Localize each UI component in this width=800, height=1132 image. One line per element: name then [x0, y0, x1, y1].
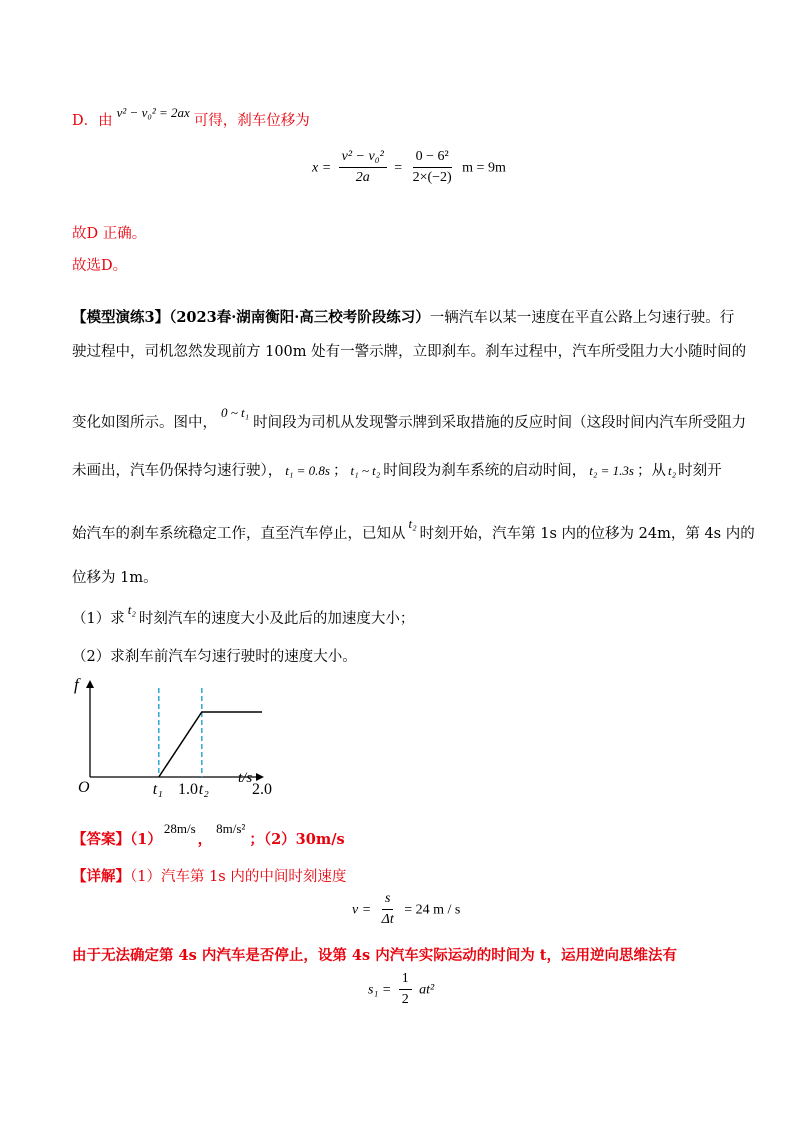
force-curve — [159, 712, 262, 777]
x-tick-label: 1.0 — [178, 781, 198, 798]
problem-line-1-text: 一辆汽车以某一速度在平直公路上匀速行驶。行 — [429, 310, 735, 326]
section-d-line — [72, 105, 310, 130]
x-axis-arrow — [256, 773, 264, 781]
line4-e: 时刻开 — [678, 463, 722, 479]
problem-tag: 【模型演练3】 — [72, 309, 170, 326]
eq2-frac — [399, 970, 412, 1009]
detail-line — [72, 865, 346, 886]
question-2: （2）求刹车前汽车匀速行驶时的速度大小。 — [72, 649, 357, 665]
x-tick-label: t₂ — [198, 781, 209, 798]
line4-m3: t₂ = 1.3s — [589, 463, 634, 478]
conclusion-2: 故选D。 — [72, 258, 128, 274]
eq-lhs: x = — [312, 160, 332, 176]
section-d-formula: v² − v₀² = 2ax — [116, 105, 190, 120]
problem-line-2: 驶过程中，司机忽然发现前方 100m 处有一警示牌，立即刹车。刹车过程中，汽车所受阻力大小随时间的 — [72, 344, 747, 360]
problem-line-1 — [72, 306, 734, 327]
conclusion-1: 故D 正确。 — [72, 226, 147, 242]
answer-part1: （1） — [130, 831, 162, 848]
line3-math: 0 ~ t₁ — [221, 405, 250, 420]
problem-line-5 — [72, 516, 755, 543]
line4-m1: t₁ = 0.8s — [285, 463, 330, 478]
problem-line-3 — [72, 405, 747, 432]
line4-a: 未画出，汽车仍保持匀速行驶）， — [72, 463, 283, 479]
force-time-graph — [60, 670, 280, 810]
answer-sep: ， — [197, 831, 213, 848]
line3-b: 时间段为司机从发现警示牌到采取措施的反应时间（这段时间内汽车所受阻力 — [253, 415, 747, 431]
eq-frac-1 — [339, 148, 387, 187]
line4-b: ； — [332, 463, 348, 479]
eq-den-2: 2×(−2) — [412, 170, 452, 185]
answer-velocity: 28m/s — [163, 821, 196, 836]
y-axis-arrow — [86, 680, 94, 688]
detail-text: （1）汽车第 1s 内的中间时刻速度 — [130, 869, 347, 885]
answer-line — [72, 821, 345, 849]
eq-frac-2 — [410, 148, 455, 187]
line4-c: 时间段为刹车系统的启动时间， — [383, 463, 587, 479]
eq1-lhs: v = — [352, 902, 372, 918]
problem-source: （2023春·湖南衡阳·高三校考阶段练习） — [169, 309, 430, 326]
y-axis-label: f — [74, 675, 79, 694]
eq1-den: Δt — [381, 912, 394, 927]
eq-den-1: 2a — [355, 170, 370, 185]
answer-acceleration: 8m/s² — [216, 821, 246, 836]
q1-math: t₂ — [127, 602, 136, 617]
problem-line-4 — [72, 459, 722, 480]
answer-label: 【答案】 — [72, 831, 130, 848]
displacement-equation: x = $\frac{\text{v² − v₀²}}{2a}$ = $\frac{\text{0 − 6²}}{2\times(-2)}$ m = 9m — [312, 149, 506, 185]
eq2-num: 1 — [399, 970, 412, 990]
x-tick-label: t₁ — [152, 781, 163, 798]
line3-a: 变化如图所示。图中， — [72, 415, 217, 431]
question-1 — [72, 602, 415, 628]
eq1-num: s — [382, 890, 393, 910]
q1-b: 时刻汽车的速度大小及此后的加速度大小； — [138, 611, 415, 627]
line5-math: t₂ — [408, 516, 417, 531]
eq1-frac — [379, 890, 397, 929]
line4-m4: t₂ — [667, 463, 677, 478]
detail-paragraph-2: 由于无法确定第 4s 内汽车是否停止，设第 4s 内汽车实际运动的时间为 t，运用逆向思维法有 — [72, 947, 677, 964]
problem-line-6: 位移为 1m。 — [72, 570, 158, 586]
eq2-lhs: s₁ = — [368, 982, 392, 998]
line4-m2: t₁ ~ t₂ — [350, 463, 381, 478]
q1-a: （1）求 — [72, 611, 125, 627]
x-tick-label: 2.0 — [252, 781, 272, 798]
eq-result: m = 9m — [462, 160, 506, 176]
detail-label: 【详解】 — [72, 868, 130, 885]
eq2-den: 2 — [401, 992, 409, 1007]
line4-d: ；从 — [636, 463, 666, 479]
velocity-equation — [352, 890, 460, 929]
chart-marks — [153, 688, 272, 798]
section-d-prefix: D．由 — [72, 113, 113, 129]
x-axis-label: t/s — [238, 770, 253, 786]
line5-b: 时刻开始，汽车第 1s 内的位移为 24m，第 4s 内的 — [419, 526, 755, 542]
answer-semi: ； — [249, 831, 264, 848]
eq2-rhs: at² — [419, 982, 435, 998]
line5-a: 始汽车的刹车系统稳定工作，直至汽车停止，已知从 — [72, 526, 406, 542]
eq-num-1: v² − v₀² — [339, 148, 387, 168]
eq-num-2: 0 − 6² — [413, 148, 452, 168]
origin-label: O — [78, 779, 90, 796]
section-d-suffix: 可得，刹车位移为 — [193, 113, 310, 129]
answer-part2: （2）30m/s — [263, 831, 345, 848]
displacement-formula — [368, 970, 434, 1009]
eq1-rhs: = 24 m / s — [404, 902, 461, 918]
